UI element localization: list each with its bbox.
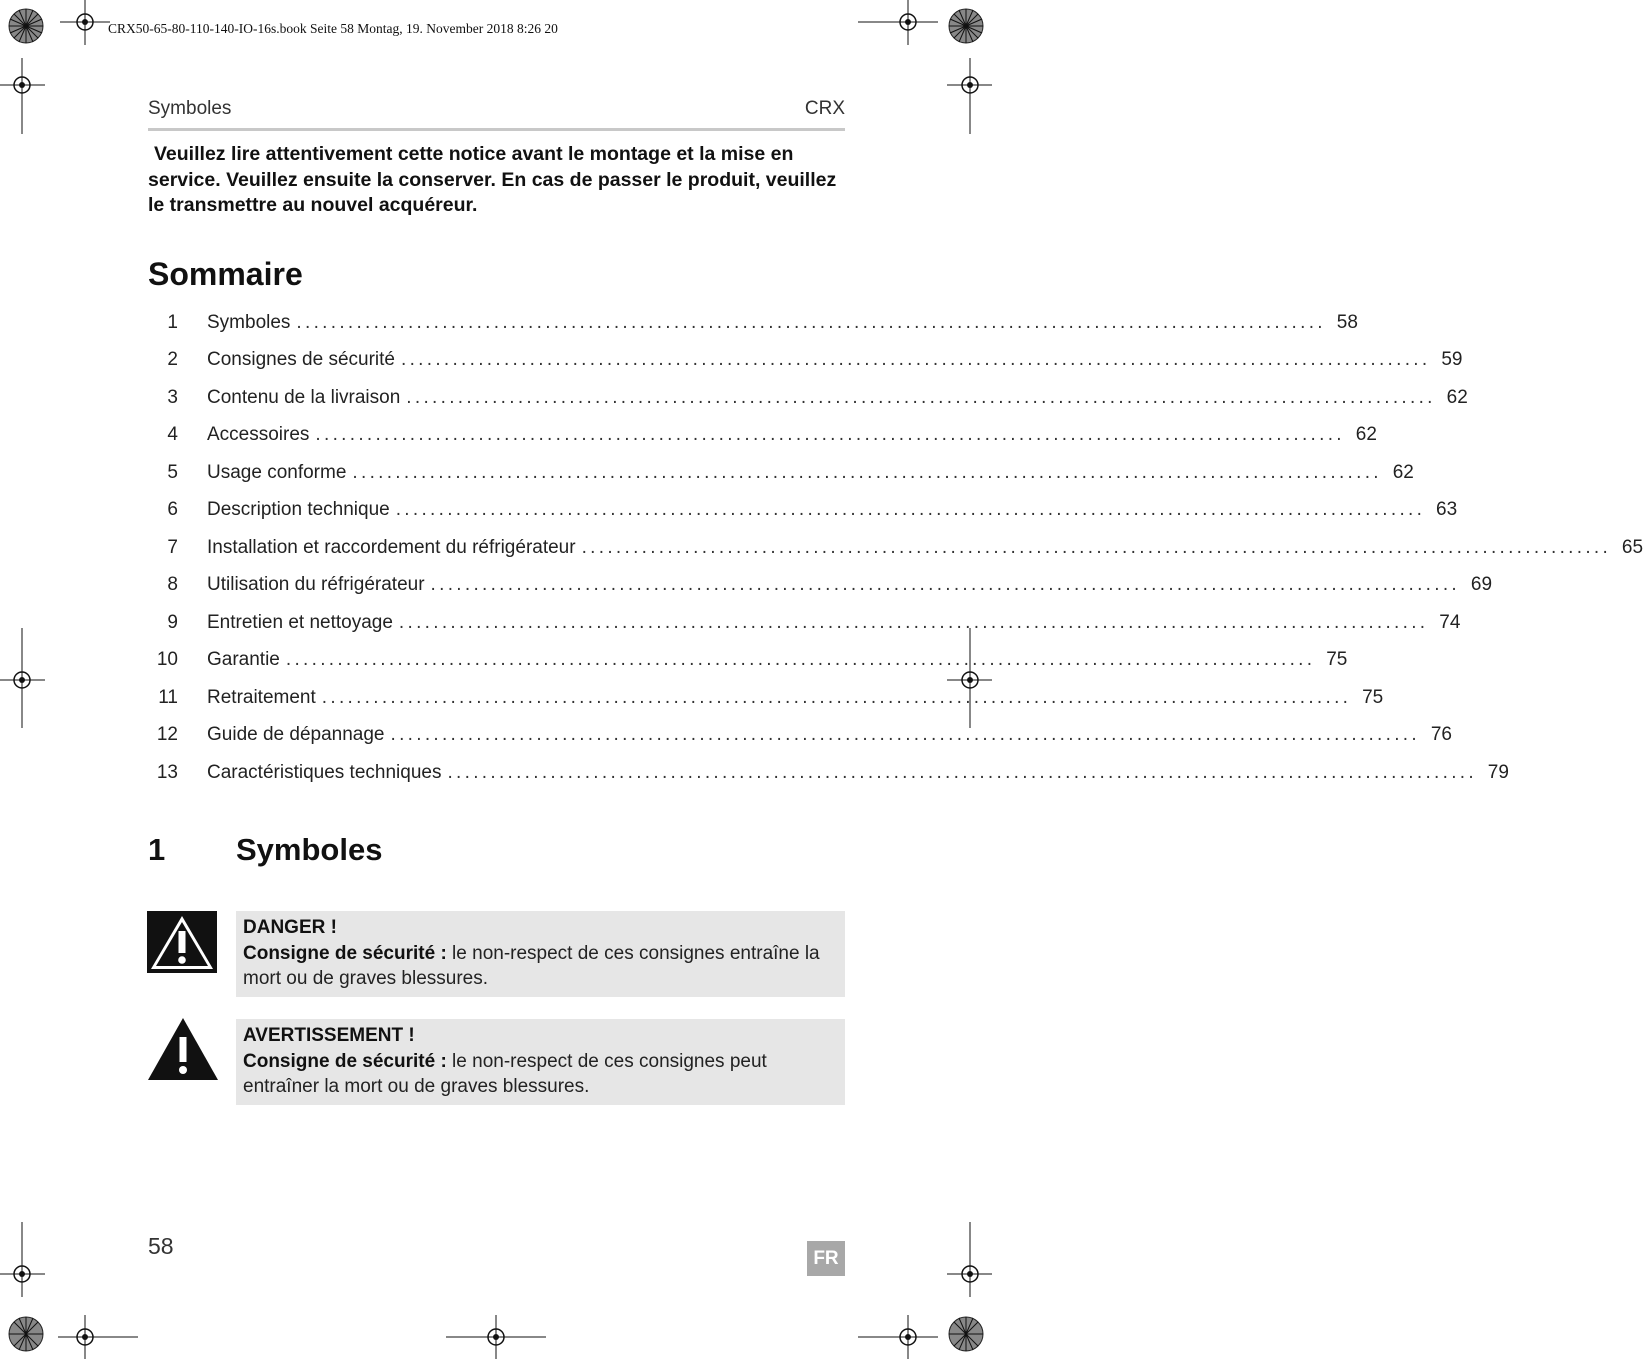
toc-entry-label: Garantie [207,649,280,671]
toc-entry-number: 10 [156,649,178,671]
toc-entry-page: 76 [1430,724,1452,746]
toc-entry-page: 62 [1392,461,1414,483]
toc-leader: ........................................................................................................................ [321,686,1352,708]
toc-entry-number: 13 [156,761,178,783]
toc-entry[interactable] [148,454,1414,492]
toc-entry[interactable] [148,754,1509,792]
toc-entry-label: Description technique [207,499,390,521]
toc-entry-number: 1 [167,311,178,333]
toc-entry-number: 2 [167,349,178,371]
toc-entry-label: Installation et raccordement du réfrigérateur [207,536,576,558]
registration-mark-icon [947,1222,992,1297]
color-wheel-icon [8,8,44,44]
toc-entry-page: 62 [1355,424,1377,446]
danger-body: le non-respect de ces consignes entraîne la mort ou de graves blessures. [243,942,820,989]
toc-leader: ........................................................................................................................ [406,386,1436,408]
toc-entry[interactable] [148,679,1384,717]
table-of-contents [148,304,1643,792]
toc-leader: ........................................................................................................................ [315,424,1345,446]
danger-notice [236,911,845,997]
toc-entry-page: 79 [1487,761,1509,783]
color-wheel-icon [948,1316,984,1352]
toc-entry-label: Entretien et nettoyage [207,611,393,633]
toc-entry-page: 69 [1470,574,1493,596]
print-header: CRX50-65-80-110-140-IO-16s.book Seite 58 Montag, 19. November 2018 8:26 20 [108,21,558,36]
warning-triangle-icon [147,1017,219,1081]
toc-entry-label: Guide de dépannage [207,724,385,746]
warning-body: le non-respect de ces consignes peut entraîner la mort ou de graves blessures. [243,1050,767,1097]
toc-entry[interactable] [148,379,1468,417]
toc-leader: ........................................................................................................................ [285,649,1316,671]
toc-entry-label: Accessoires [207,424,310,446]
section-title: Symboles [236,832,383,867]
toc-leader: ........................................................................................................................ [296,311,1326,333]
toc-entry-number: 3 [167,386,178,408]
toc-entry-label: Retraitement [207,686,316,708]
intro-notice: Veuillez lire attentivement cette notice avant le montage et la mise en service. Veuillez ensuite la conserver. En cas de passer le produit, veuillez le transmettre au nouvel acquéreur. [148,143,837,216]
toc-entry-label: Symboles [207,311,291,333]
running-head [148,98,845,131]
toc-entry-label: Utilisation du réfrigérateur [207,574,425,596]
language-badge: FR [807,1241,845,1276]
toc-entry-number: 4 [167,424,178,446]
warning-triangle-icon [147,911,217,973]
toc-entry-page: 63 [1436,499,1458,521]
toc-entry[interactable] [148,642,1348,680]
toc-entry[interactable] [148,529,1643,567]
danger-text [243,941,838,992]
toc-entry-page: 75 [1326,649,1348,671]
toc-leader: ........................................................................................................................ [390,724,1420,746]
color-wheel-icon [8,1316,44,1352]
toc-leader: ........................................................................................................................ [447,761,1477,783]
registration-mark-icon [858,1315,938,1359]
registration-mark-icon [0,628,45,728]
toc-entry-page: 58 [1336,311,1358,333]
toc-entry[interactable] [148,304,1358,342]
toc-leader: ........................................................................................................................ [398,611,1429,633]
toc-entry[interactable] [148,417,1377,455]
toc-entry[interactable] [148,604,1461,642]
registration-mark-icon [60,0,110,45]
toc-entry-number: 11 [158,686,178,708]
toc-entry-number: 9 [167,611,178,633]
danger-signal-word: DANGER ! [243,917,337,938]
registration-mark-icon [0,1222,45,1297]
running-head-product: CRX [804,98,845,119]
toc-entry-page: 74 [1439,611,1461,633]
toc-entry-number: 5 [167,461,178,483]
toc-entry[interactable] [148,567,1493,605]
toc-leader: ........................................................................................................................ [352,461,1382,483]
registration-mark-icon [0,58,45,134]
registration-mark-icon [58,1315,138,1359]
page-number: 58 [148,1233,174,1259]
toc-entry-number: 7 [167,536,178,558]
running-head-section: Symboles [148,98,232,119]
toc-entry-number: 12 [156,724,178,746]
section-number: 1 [148,832,166,867]
toc-entry-label: Usage conforme [207,461,347,483]
toc-entry[interactable] [148,492,1458,530]
toc-entry-page: 65 [1621,536,1643,558]
toc-entry[interactable] [148,717,1452,755]
warning-text [243,1049,838,1100]
warning-notice [236,1019,845,1105]
warning-signal-word: AVERTISSEMENT ! [243,1025,415,1046]
toc-entry[interactable] [148,342,1463,380]
toc-title: Sommaire [148,256,303,292]
toc-entry-label: Caractéristiques techniques [207,761,442,783]
toc-entry-page: 62 [1446,386,1468,408]
toc-entry-number: 6 [167,499,178,521]
toc-entry-label: Consignes de sécurité [207,349,395,371]
warning-lead: Consigne de sécurité : [243,1050,447,1072]
toc-entry-label: Contenu de la livraison [207,386,401,408]
toc-leader: ........................................................................................................................ [581,536,1612,558]
registration-mark-icon [947,58,992,134]
registration-mark-icon [446,1315,546,1359]
color-wheel-icon [948,8,984,44]
toc-entry-page: 59 [1441,349,1463,371]
danger-lead: Consigne de sécurité : [243,942,447,964]
toc-entry-number: 8 [167,574,178,596]
toc-leader: ........................................................................................................................ [395,499,1426,521]
toc-entry-page: 75 [1362,686,1384,708]
toc-leader: ........................................................................................................................ [430,574,1461,596]
toc-leader: ........................................................................................................................ [401,349,1431,371]
registration-mark-icon [858,0,938,45]
registration-mark-icon [947,628,992,728]
